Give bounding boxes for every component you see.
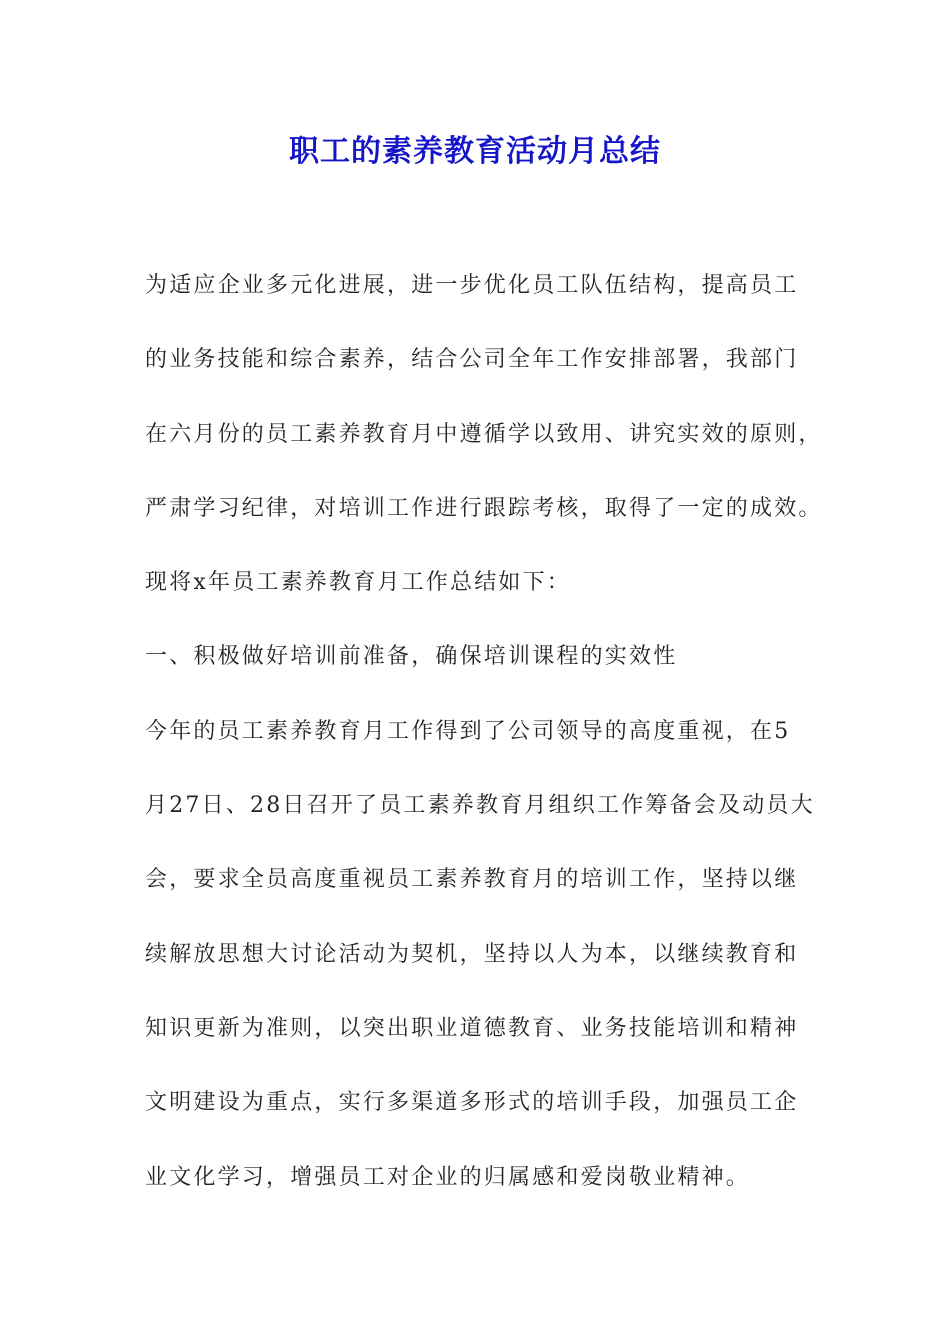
body-line: 严肃学习纪律，对培训工作进行跟踪考核，取得了一定的成效。: [145, 495, 823, 521]
body-line: 续解放思想大讨论活动为契机，坚持以人为本，以继续教育和: [145, 941, 799, 967]
body-line: 今年的员工素养教育月工作得到了公司领导的高度重视，在5: [145, 718, 791, 744]
body-line: 月27日、28日召开了员工素养教育月组织工作筹备会及动员大: [145, 793, 815, 819]
body-line: 在六月份的员工素养教育月中遵循学以致用、讲究实效的原则，: [145, 421, 823, 447]
document-body: [145, 262, 845, 1228]
body-line: 业文化学习，增强员工对企业的归属感和爱岗敬业精神。: [145, 1164, 751, 1190]
body-line: 文明建设为重点，实行多渠道多形式的培训手段，加强员工企: [145, 1090, 799, 1116]
body-line: 为适应企业多元化进展，进一步优化员工队伍结构，提高员工: [145, 273, 799, 298]
section-heading: 一、积极做好培训前准备，确保培训课程的实效性: [145, 644, 678, 670]
body-line: 会，要求全员高度重视员工素养教育月的培训工作，坚持以继: [145, 867, 799, 893]
document-title: 职工的素养教育活动月总结: [289, 134, 661, 169]
body-line: 现将x年员工素养教育月工作总结如下：: [145, 570, 572, 596]
body-line: 知识更新为准则，以突出职业道德教育、业务技能培训和精神: [145, 1015, 799, 1041]
body-line: 的业务技能和综合素养，结合公司全年工作安排部署，我部门: [145, 347, 799, 373]
